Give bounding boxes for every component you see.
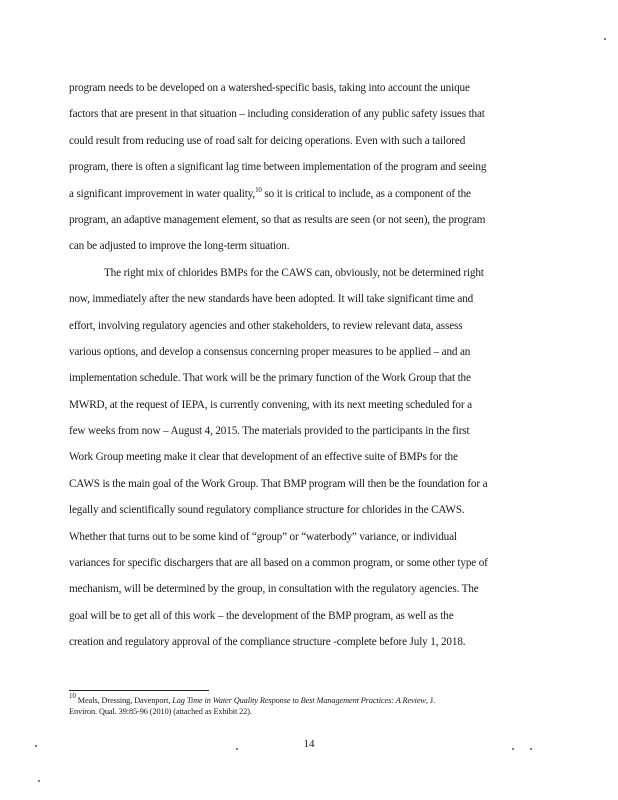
text-line: various options, and develop a consensus concerning proper measures to be applied – and an	[69, 345, 471, 358]
text-line: variances for specific dischargers that are all based on a common program, or some other type of	[69, 557, 488, 570]
text-segment: a significant improvement in water quality,	[69, 187, 256, 200]
footnote-line: Environ. Qual. 39:85-96 (2010) (attached as Exhibit 22).	[69, 706, 252, 716]
footnote-text: Meals, Dressing, Davenport,	[75, 696, 173, 705]
text-line: can be adjusted to improve the long-term situation.	[69, 240, 290, 253]
footnote	[69, 692, 569, 717]
text-line: few weeks from now – August 4, 2015. The materials provided to the participants in the first	[69, 425, 470, 438]
scan-speck	[512, 748, 514, 750]
text-line: goal will be to get all of this work – the development of the BMP program, as well as the	[69, 609, 454, 622]
text-line: creation and regulatory approval of the compliance structure -complete before July 1, 2018.	[69, 636, 466, 649]
text-line: MWRD, at the request of IEPA, is currently convening, with its next meeting scheduled for a	[69, 398, 472, 411]
footnote-reference[interactable]: 10	[255, 185, 262, 194]
footnote-divider	[69, 690, 209, 691]
scan-speck	[38, 780, 40, 782]
body-text	[69, 75, 549, 656]
text-line: Work Group meeting make it clear that development of an effective suite of BMPs for the	[69, 451, 458, 464]
text-line: program needs to be developed on a watershed-specific basis, taking into account the unique	[69, 82, 470, 94]
scan-speck	[604, 38, 606, 40]
text-line: legally and scientifically sound regulatory compliance structure for chlorides in the CAWS.	[69, 504, 465, 517]
text-line: now, immediately after the new standards have been adopted. It will take significant time and	[69, 293, 474, 306]
text-line: program, an adaptive management element, so that as results are seen (or not seen), the program	[69, 213, 486, 226]
page-number: 14	[303, 738, 315, 750]
scan-speck	[35, 745, 37, 747]
text-line: mechanism, will be determined by the group, in consultation with the regulatory agencies. The	[69, 583, 479, 596]
text-line: CAWS is the main goal of the Work Group. That BMP program will then be the foundation for a	[69, 477, 488, 490]
text-line: could result from reducing use of road salt for deicing operations. Even with such a tailored	[69, 134, 466, 147]
text-line-with-footnote	[69, 181, 549, 207]
footnote-number: 10	[69, 692, 76, 700]
text-segment: so it is critical to include, as a component of the	[261, 187, 471, 200]
scan-speck	[530, 748, 532, 750]
scan-speck	[236, 748, 238, 750]
text-line: factors that are present in that situation – including consideration of any public safety issues that	[69, 108, 485, 121]
text-line: The right mix of chlorides BMPs for the CAWS can, obviously, not be determined right	[104, 266, 484, 279]
text-line: program, there is often a significant lag time between implementation of the program and seeing	[69, 161, 487, 174]
footnote-text: , J.	[425, 696, 435, 705]
text-line: effort, involving regulatory agencies and other stakeholders, to review relevant data, assess	[69, 319, 463, 332]
text-line: implementation schedule. That work will be the primary function of the Work Group that the	[69, 372, 471, 385]
footnote-title: Lag Time in Water Quality Response to Best Management Practices: A Review	[172, 696, 426, 705]
text-line: Whether that turns out to be some kind of “group” or “waterbody” variance, or individual	[69, 530, 457, 543]
footnote-line	[69, 692, 569, 707]
